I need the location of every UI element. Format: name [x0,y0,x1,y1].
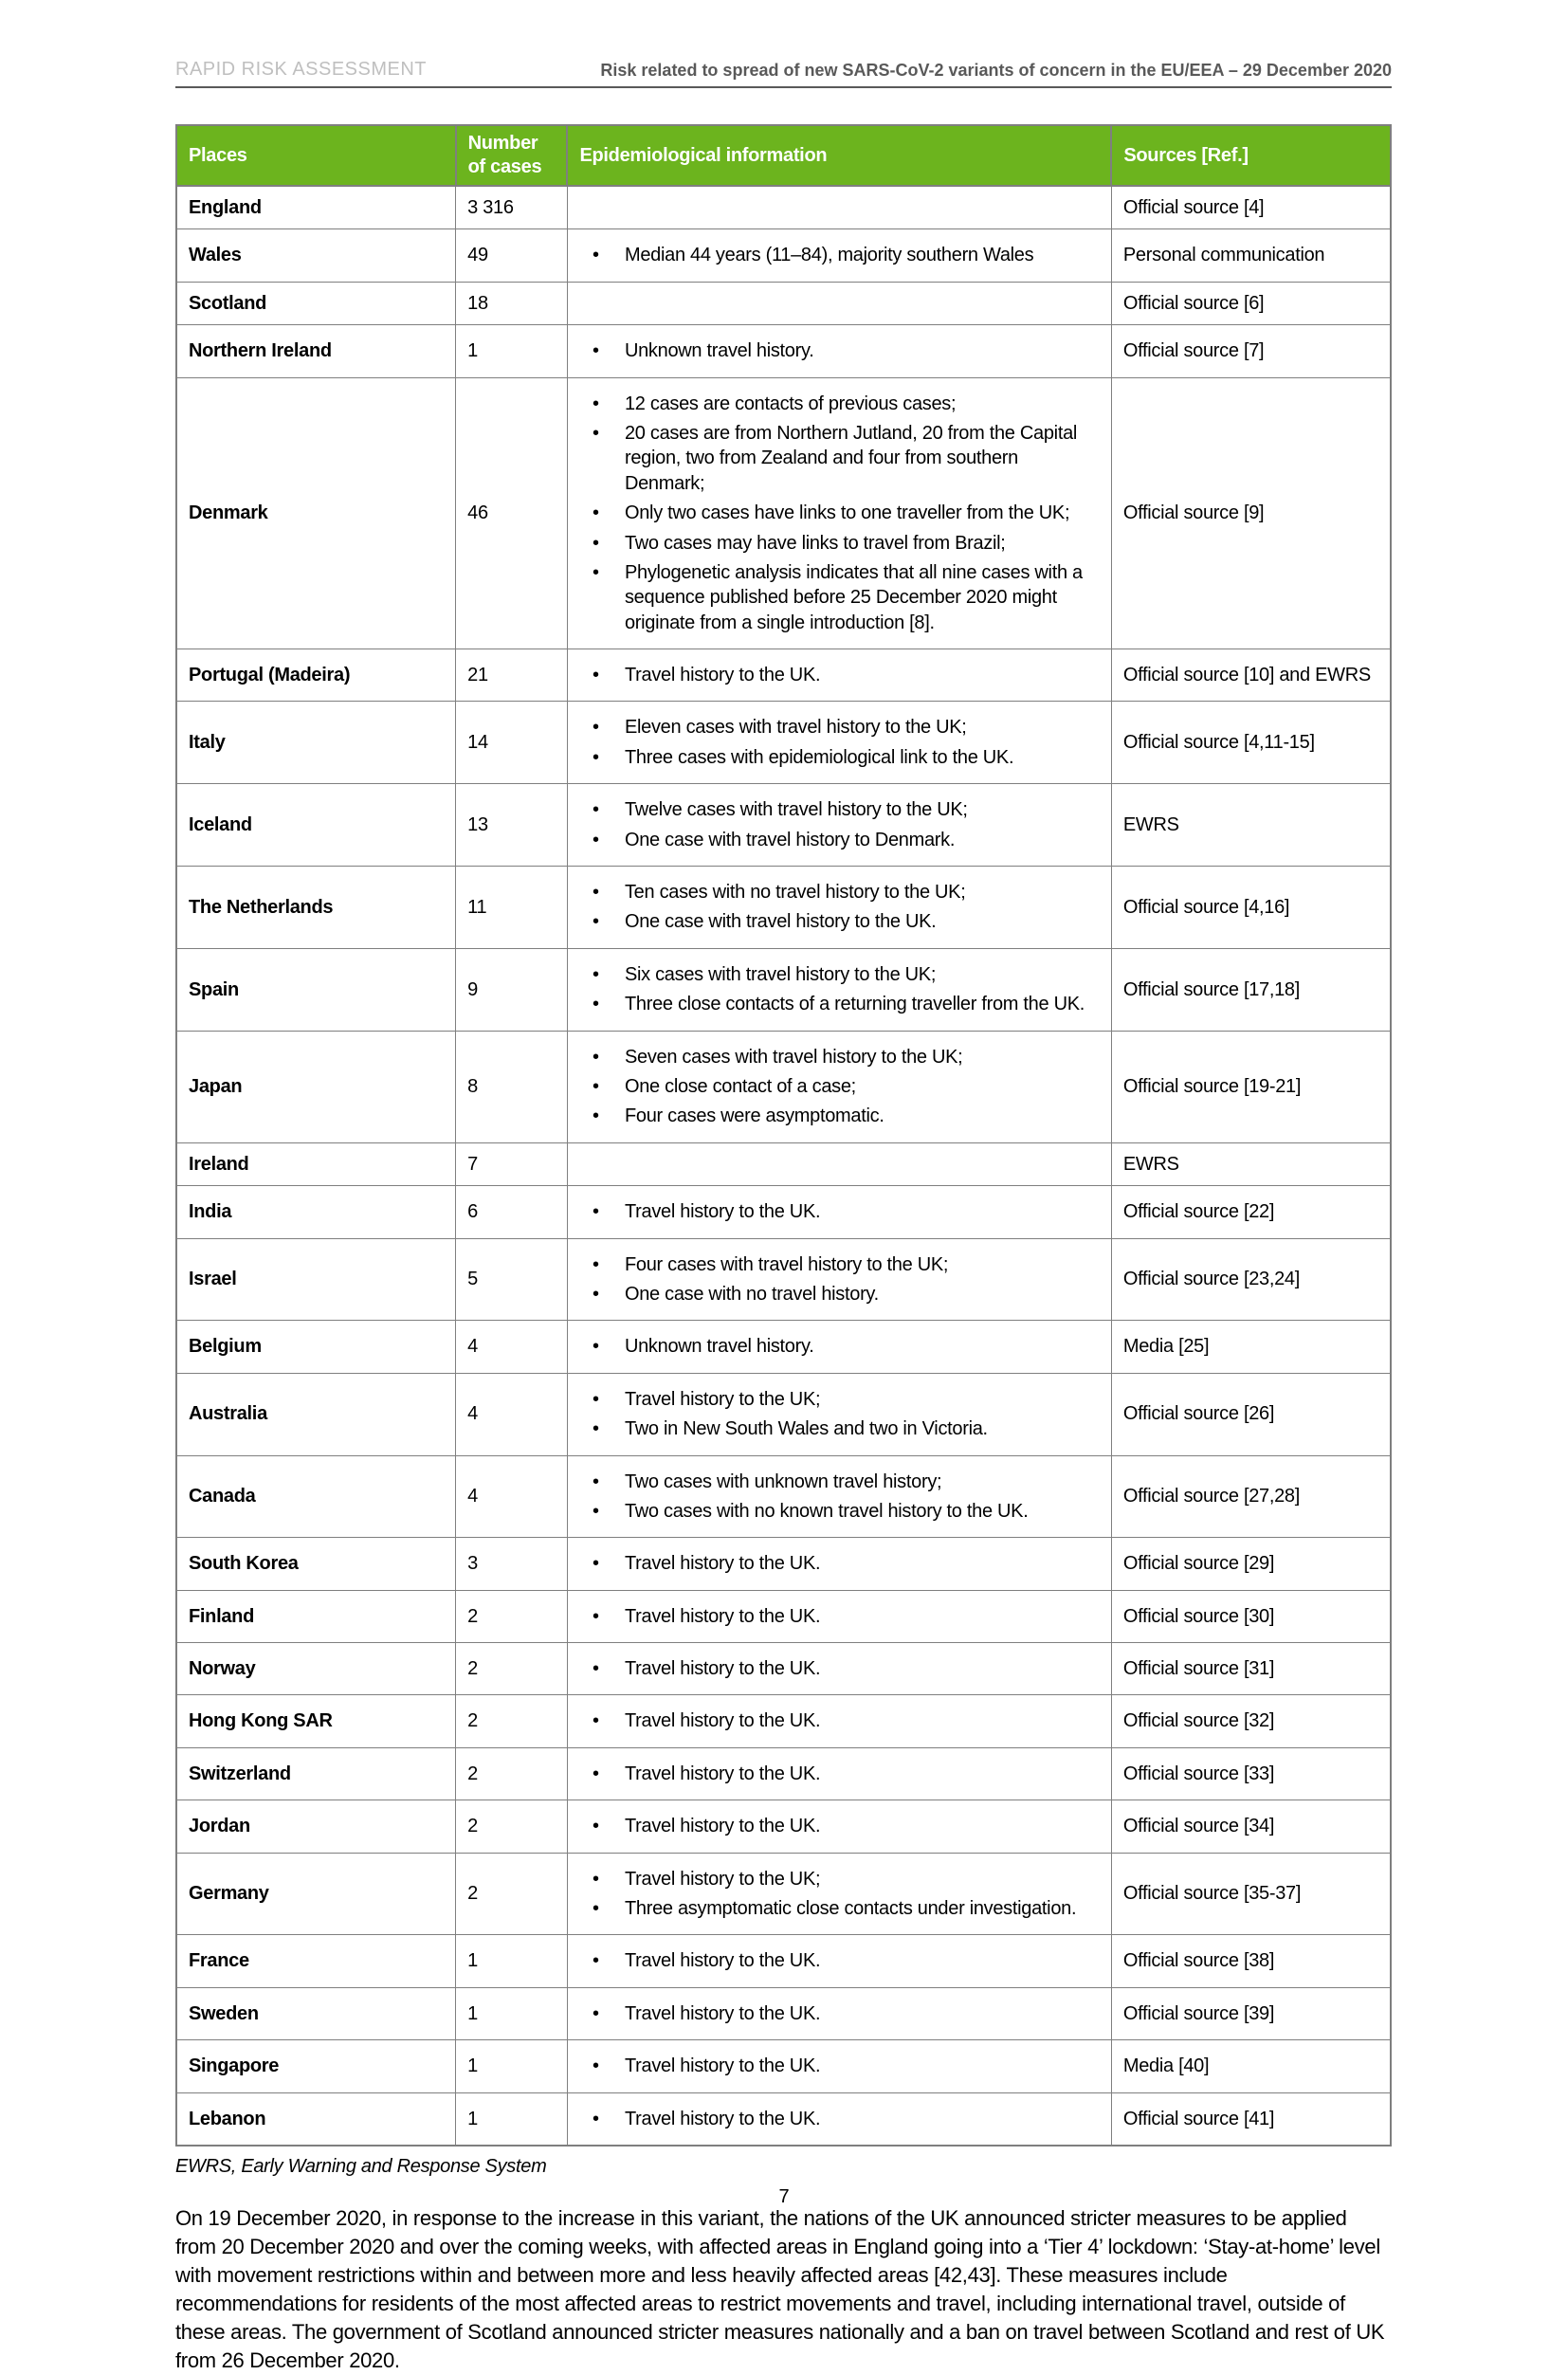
source-cell: Official source [4,16] [1111,867,1391,949]
epi-bullet-list [579,1656,1100,1681]
epi-bullet-list [579,1199,1100,1224]
epi-bullet-list [579,1551,1100,1576]
epi-bullet-item: • Two cases with no known travel history to the UK. [579,1499,1100,1524]
source-cell: Official source [41] [1111,2092,1391,2146]
number-of-cases-cell: 3 [456,1538,568,1590]
epi-bullet-list [579,1814,1100,1838]
number-of-cases-cell: 2 [456,1800,568,1853]
epi-bullet-item: • One case with travel history to the UK. [579,909,1100,934]
epidemiological-info-cell [567,325,1111,377]
epidemiological-info-cell [567,1142,1111,1185]
epidemiological-info-cell [567,1987,1111,2039]
epidemiological-info-cell [567,1935,1111,1987]
epi-bullet-item: • Travel history to the UK. [579,1656,1100,1681]
epi-bullet-list [579,1470,1100,1525]
table-row [176,1747,1391,1800]
epidemiological-info-cell [567,1321,1111,1373]
number-of-cases-cell: 2 [456,1853,568,1935]
epidemiological-info-cell [567,186,1111,229]
source-cell: Official source [27,28] [1111,1455,1391,1538]
place-cell: Japan [176,1031,456,1142]
epi-bullet-list [579,1252,1100,1307]
source-cell: Personal communication [1111,229,1391,282]
place-cell: Iceland [176,784,456,867]
table-row [176,1935,1391,1987]
epidemiological-info-cell [567,1031,1111,1142]
epi-bullet-list [579,1948,1100,1973]
epi-bullet-list [579,243,1100,267]
source-cell: Official source [35-37] [1111,1853,1391,1935]
source-cell: Official source [7] [1111,325,1391,377]
source-cell: Media [40] [1111,2040,1391,2092]
epi-bullet-item: • Only two cases have links to one traveller from the UK; [579,501,1100,525]
number-of-cases-cell: 4 [456,1455,568,1538]
place-cell: Belgium [176,1321,456,1373]
column-header-epidemiological-information: Epidemiological information [567,125,1111,186]
epi-bullet-list [579,2054,1100,2078]
source-cell: EWRS [1111,1142,1391,1185]
number-of-cases-cell: 5 [456,1238,568,1321]
place-cell: Australia [176,1373,456,1455]
source-cell: Official source [23,24] [1111,1238,1391,1321]
place-cell: Jordan [176,1800,456,1853]
source-cell: Official source [9] [1111,377,1391,649]
table-row [176,702,1391,784]
number-of-cases-cell: 1 [456,1987,568,2039]
place-cell: Hong Kong SAR [176,1695,456,1747]
epi-bullet-item: • Travel history to the UK. [579,1948,1100,1973]
epi-bullet-item: • 20 cases are from Northern Jutland, 20 from the Capital region, two from Zealand and four from southern Denmark; [579,421,1100,496]
place-cell: The Netherlands [176,867,456,949]
epi-bullet-list [579,338,1100,363]
epi-bullet-item: • Ten cases with no travel history to the UK; [579,880,1100,904]
epi-bullet-list [579,1867,1100,1922]
body-paragraph: On 19 December 2020, in response to the increase in this variant, the nations of the UK announced stricter measures to be applied from 20 December 2020 and over the coming weeks, with affected areas in England going into a ‘Tier 4’ lockdown: ‘Stay-at-home’ level with movement restrictions within and between more and less heavily affected areas [42,43]. These measures include recommendations for residents of the most affected areas to restrict movements and travel, including international travel, outside of these areas. The government of Scotland announced stricter measures nationally and a ban on travel between Scotland and rest of UK from 26 December 2020. [175,2205,1385,2372]
table-row [176,1853,1391,1935]
number-of-cases-cell: 1 [456,2092,568,2146]
epidemiological-info-cell [567,1747,1111,1800]
epi-bullet-list [579,1387,1100,1442]
epidemiological-info-cell [567,1455,1111,1538]
epidemiological-info-cell [567,1853,1111,1935]
epi-bullet-list [579,2107,1100,2131]
table-row [176,1455,1391,1538]
epi-bullet-list [579,392,1100,636]
epidemiological-info-cell [567,1373,1111,1455]
epi-bullet-item: • Travel history to the UK. [579,2107,1100,2131]
epi-bullet-item: • Travel history to the UK. [579,1814,1100,1838]
epidemiological-info-cell [567,867,1111,949]
place-cell: France [176,1935,456,1987]
place-cell: Singapore [176,2040,456,2092]
table-row [176,784,1391,867]
epi-bullet-item: • Travel history to the UK; [579,1867,1100,1891]
number-of-cases-cell: 7 [456,1142,568,1185]
page-number: 7 [778,2186,790,2207]
column-header-places: Places [176,125,456,186]
epidemiological-info-cell [567,784,1111,867]
table-row [176,377,1391,649]
epidemiological-info-cell [567,2092,1111,2146]
source-cell: EWRS [1111,784,1391,867]
source-cell: Official source [34] [1111,1800,1391,1853]
epidemiological-info-cell [567,1643,1111,1695]
epi-bullet-item: • Unknown travel history. [579,338,1100,363]
column-header-sources: Sources [Ref.] [1111,125,1391,186]
epi-bullet-item: • Twelve cases with travel history to the UK; [579,797,1100,822]
column-header-number-of-cases: Number of cases [456,125,568,186]
number-of-cases-cell: 46 [456,377,568,649]
epidemiological-info-cell [567,377,1111,649]
table-row [176,649,1391,702]
table-row [176,1987,1391,2039]
epi-bullet-item: • Three close contacts of a returning traveller from the UK. [579,992,1100,1016]
number-of-cases-cell: 1 [456,1935,568,1987]
epi-bullet-item: • Median 44 years (11–84), majority southern Wales [579,243,1100,267]
cases-table [175,124,1392,2147]
source-cell: Official source [4,11-15] [1111,702,1391,784]
number-of-cases-cell: 2 [456,1643,568,1695]
epi-bullet-item: • Travel history to the UK. [579,1604,1100,1629]
epi-bullet-item: • 12 cases are contacts of previous cases; [579,392,1100,416]
source-cell: Official source [10] and EWRS [1111,649,1391,702]
epi-bullet-item: • One close contact of a case; [579,1074,1100,1099]
place-cell: Israel [176,1238,456,1321]
epi-bullet-item: • Travel history to the UK. [579,1762,1100,1786]
epi-bullet-item: • Travel history to the UK. [579,2054,1100,2078]
place-cell: Wales [176,229,456,282]
number-of-cases-cell: 14 [456,702,568,784]
table-row [176,1800,1391,1853]
source-cell: Official source [6] [1111,282,1391,324]
epidemiological-info-cell [567,2040,1111,2092]
table-row [176,1590,1391,1642]
epidemiological-info-cell [567,1186,1111,1238]
table-row [176,1031,1391,1142]
source-cell: Official source [19-21] [1111,1031,1391,1142]
epi-bullet-item: • One case with travel history to Denmark. [579,828,1100,852]
table-row [176,867,1391,949]
page-content [175,59,1392,2375]
epi-bullet-item: • Travel history to the UK. [579,1199,1100,1224]
document-title: Risk related to spread of new SARS-CoV-2 variants of concern in the EU/EEA – 29 December 2020 [600,61,1392,80]
source-cell: Official source [39] [1111,1987,1391,2039]
place-cell: Denmark [176,377,456,649]
epi-bullet-item: • Phylogenetic analysis indicates that all nine cases with a sequence published before 25 December 2020 might originate from a single introduction [8]. [579,560,1100,635]
epi-bullet-list [579,1334,1100,1359]
epi-bullet-item: • Travel history to the UK. [579,2001,1100,2026]
source-cell: Official source [17,18] [1111,948,1391,1031]
epi-bullet-item: • Four cases with travel history to the UK; [579,1252,1100,1277]
epi-bullet-item: • Unknown travel history. [579,1334,1100,1359]
epi-bullet-item: • Two cases with unknown travel history; [579,1470,1100,1494]
place-cell: India [176,1186,456,1238]
epi-bullet-item: • Six cases with travel history to the UK; [579,962,1100,987]
cases-table-body [176,186,1391,2146]
table-row [176,1373,1391,1455]
table-row [176,1643,1391,1695]
source-cell: Official source [33] [1111,1747,1391,1800]
number-of-cases-cell: 1 [456,2040,568,2092]
place-cell: Norway [176,1643,456,1695]
epidemiological-info-cell [567,229,1111,282]
number-of-cases-cell: 1 [456,325,568,377]
source-cell: Official source [29] [1111,1538,1391,1590]
table-header-row [176,125,1391,186]
source-cell: Official source [26] [1111,1373,1391,1455]
source-cell: Official source [30] [1111,1590,1391,1642]
epi-bullet-item: • Travel history to the UK. [579,1708,1100,1733]
table-row [176,1538,1391,1590]
number-of-cases-cell: 11 [456,867,568,949]
table-row [176,1186,1391,1238]
epi-bullet-list [579,880,1100,935]
place-cell: Italy [176,702,456,784]
epi-bullet-item: • Two cases may have links to travel from Brazil; [579,531,1100,556]
epidemiological-info-cell [567,1590,1111,1642]
epidemiological-info-cell [567,702,1111,784]
place-cell: Spain [176,948,456,1031]
section-label: RAPID RISK ASSESSMENT [175,59,428,80]
table-row [176,2040,1391,2092]
epi-bullet-list [579,715,1100,770]
table-row [176,948,1391,1031]
number-of-cases-cell: 18 [456,282,568,324]
epi-bullet-list [579,797,1100,852]
epi-bullet-item: • Three asymptomatic close contacts under investigation. [579,1896,1100,1921]
source-cell: Official source [32] [1111,1695,1391,1747]
source-cell: Official source [22] [1111,1186,1391,1238]
table-row [176,282,1391,324]
epidemiological-info-cell [567,948,1111,1031]
epidemiological-info-cell [567,1695,1111,1747]
place-cell: England [176,186,456,229]
epi-bullet-list [579,1045,1100,1129]
table-row [176,1321,1391,1373]
place-cell: Germany [176,1853,456,1935]
number-of-cases-cell: 3 316 [456,186,568,229]
number-of-cases-cell: 9 [456,948,568,1031]
source-cell: Media [25] [1111,1321,1391,1373]
place-cell: Scotland [176,282,456,324]
table-row [176,229,1391,282]
table-row [176,1695,1391,1747]
epi-bullet-item: • Seven cases with travel history to the UK; [579,1045,1100,1069]
epi-bullet-item: • Travel history to the UK; [579,1387,1100,1412]
number-of-cases-cell: 8 [456,1031,568,1142]
epi-bullet-list [579,962,1100,1017]
place-cell: Sweden [176,1987,456,2039]
epi-bullet-item: • Three cases with epidemiological link to the UK. [579,745,1100,770]
number-of-cases-cell: 21 [456,649,568,702]
epi-bullet-list [579,1604,1100,1629]
place-cell: Finland [176,1590,456,1642]
number-of-cases-cell: 13 [456,784,568,867]
source-cell: Official source [31] [1111,1643,1391,1695]
place-cell: South Korea [176,1538,456,1590]
epidemiological-info-cell [567,282,1111,324]
epi-bullet-list [579,1708,1100,1733]
source-cell: Official source [4] [1111,186,1391,229]
number-of-cases-cell: 2 [456,1747,568,1800]
epi-bullet-item: • Travel history to the UK. [579,1551,1100,1576]
table-footnote: EWRS, Early Warning and Response System [175,2155,547,2177]
epidemiological-info-cell [567,1800,1111,1853]
place-cell: Canada [176,1455,456,1538]
epi-bullet-item: • Four cases were asymptomatic. [579,1104,1100,1128]
place-cell: Portugal (Madeira) [176,649,456,702]
epi-bullet-list [579,2001,1100,2026]
epi-bullet-list [579,1762,1100,1786]
table-row [176,1238,1391,1321]
table-row [176,2092,1391,2146]
number-of-cases-cell: 2 [456,1590,568,1642]
epi-bullet-item: • One case with no travel history. [579,1282,1100,1306]
table-row [176,1142,1391,1185]
number-of-cases-cell: 2 [456,1695,568,1747]
source-cell: Official source [38] [1111,1935,1391,1987]
epi-bullet-list [579,663,1100,687]
table-row [176,186,1391,229]
epi-bullet-item: • Travel history to the UK. [579,663,1100,687]
epidemiological-info-cell [567,1238,1111,1321]
number-of-cases-cell: 6 [456,1186,568,1238]
number-of-cases-cell: 4 [456,1321,568,1373]
epi-bullet-item: • Eleven cases with travel history to the UK; [579,715,1100,740]
epi-bullet-item: • Two in New South Wales and two in Victoria. [579,1416,1100,1441]
epidemiological-info-cell [567,649,1111,702]
place-cell: Northern Ireland [176,325,456,377]
place-cell: Lebanon [176,2092,456,2146]
epidemiological-info-cell [567,1538,1111,1590]
place-cell: Ireland [176,1142,456,1185]
place-cell: Switzerland [176,1747,456,1800]
table-row [176,325,1391,377]
number-of-cases-cell: 4 [456,1373,568,1455]
number-of-cases-cell: 49 [456,229,568,282]
page-header [175,59,1392,88]
